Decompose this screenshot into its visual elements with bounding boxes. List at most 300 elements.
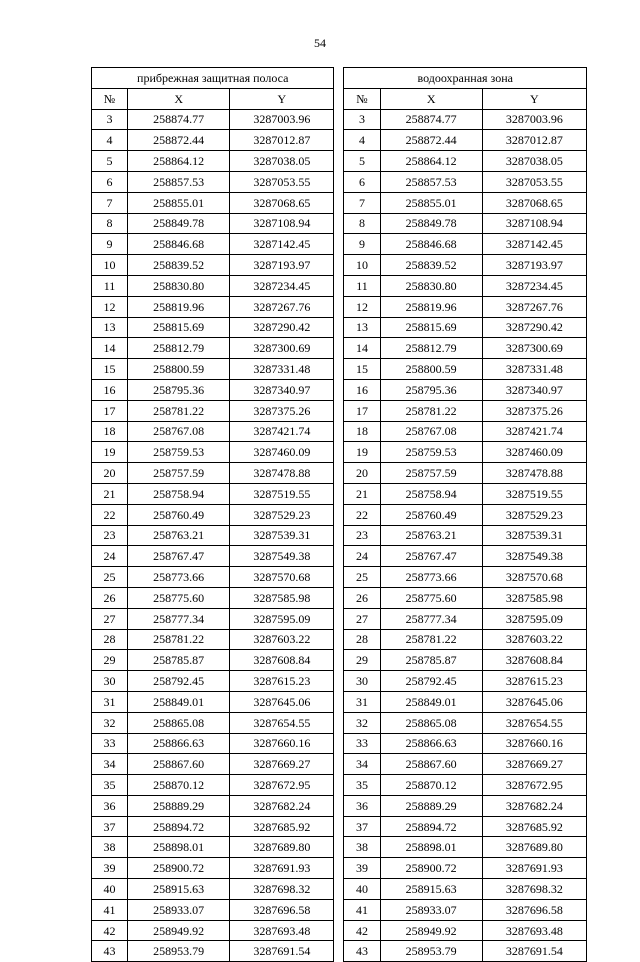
right-x-value: 258781.22 [380,400,482,421]
right-x-value: 258785.87 [380,650,482,671]
left-point-number: 6 [92,171,128,192]
right-point-number: 43 [344,941,380,962]
right-x-value: 258800.59 [380,359,482,380]
left-y-value: 3287290.42 [230,317,334,338]
right-x-value: 258819.96 [380,296,482,317]
table-gap [334,879,344,900]
left-point-number: 20 [92,463,128,484]
left-y-value: 3287549.38 [230,546,334,567]
left-y-value: 3287654.55 [230,712,334,733]
right-y-value: 3287300.69 [482,338,586,359]
left-x-value: 258900.72 [128,858,230,879]
table-gap [334,525,344,546]
right-y-value: 3287053.55 [482,171,586,192]
left-y-value: 3287012.87 [230,130,334,151]
coordinates-table [91,67,587,962]
right-point-number: 42 [344,920,380,941]
right-x-value: 258781.22 [380,629,482,650]
table-row [92,899,587,920]
left-header-y: Y [230,88,334,109]
right-y-value: 3287193.97 [482,255,586,276]
left-x-value: 258781.22 [128,400,230,421]
right-point-number: 20 [344,463,380,484]
left-y-value: 3287234.45 [230,275,334,296]
left-point-number: 25 [92,567,128,588]
left-y-value: 3287608.84 [230,650,334,671]
right-x-value: 258949.92 [380,920,482,941]
left-point-number: 35 [92,775,128,796]
left-y-value: 3287595.09 [230,608,334,629]
right-point-number: 13 [344,317,380,338]
right-y-value: 3287375.26 [482,400,586,421]
left-y-value: 3287478.88 [230,463,334,484]
right-x-value: 258767.08 [380,421,482,442]
right-y-value: 3287660.16 [482,733,586,754]
left-y-value: 3287267.76 [230,296,334,317]
left-header-x: X [128,88,230,109]
left-point-number: 42 [92,920,128,941]
left-y-value: 3287685.92 [230,816,334,837]
table-gap [334,712,344,733]
left-x-value: 258777.34 [128,608,230,629]
left-point-number: 32 [92,712,128,733]
right-x-value: 258865.08 [380,712,482,733]
right-point-number: 9 [344,234,380,255]
left-y-value: 3287460.09 [230,442,334,463]
right-y-value: 3287685.92 [482,816,586,837]
left-x-value: 258949.92 [128,920,230,941]
table-gap [334,68,344,89]
right-point-number: 33 [344,733,380,754]
left-point-number: 40 [92,879,128,900]
right-point-number: 24 [344,546,380,567]
left-point-number: 28 [92,629,128,650]
left-x-value: 258849.78 [128,213,230,234]
right-point-number: 25 [344,567,380,588]
right-x-value: 258830.80 [380,275,482,296]
left-y-value: 3287340.97 [230,379,334,400]
right-point-number: 36 [344,795,380,816]
table-row [92,608,587,629]
left-point-number: 31 [92,691,128,712]
left-y-value: 3287108.94 [230,213,334,234]
left-y-value: 3287539.31 [230,525,334,546]
left-x-value: 258758.94 [128,483,230,504]
table-row [92,296,587,317]
left-x-value: 258795.36 [128,379,230,400]
table-gap [334,546,344,567]
left-point-number: 24 [92,546,128,567]
right-y-value: 3287669.27 [482,754,586,775]
right-point-number: 7 [344,192,380,213]
right-x-value: 258915.63 [380,879,482,900]
left-x-value: 258773.66 [128,567,230,588]
left-y-value: 3287375.26 [230,400,334,421]
table-gap [334,816,344,837]
right-point-number: 41 [344,899,380,920]
table-gap [334,192,344,213]
right-x-value: 258889.29 [380,795,482,816]
table-gap [334,234,344,255]
right-y-value: 3287331.48 [482,359,586,380]
right-y-value: 3287539.31 [482,525,586,546]
table-gap [334,920,344,941]
left-x-value: 258830.80 [128,275,230,296]
left-y-value: 3287331.48 [230,359,334,380]
left-x-value: 258889.29 [128,795,230,816]
left-x-value: 258812.79 [128,338,230,359]
right-x-value: 258874.77 [380,109,482,130]
table-row [92,650,587,671]
left-y-value: 3287053.55 [230,171,334,192]
right-point-number: 21 [344,483,380,504]
table-row [92,463,587,484]
left-x-value: 258874.77 [128,109,230,130]
right-point-number: 10 [344,255,380,276]
left-y-value: 3287038.05 [230,151,334,172]
table-row [92,629,587,650]
table-gap [334,213,344,234]
right-x-value: 258792.45 [380,671,482,692]
table-gap [334,88,344,109]
table-row [92,317,587,338]
right-x-value: 258795.36 [380,379,482,400]
right-x-value: 258933.07 [380,899,482,920]
right-x-value: 258866.63 [380,733,482,754]
left-x-value: 258865.08 [128,712,230,733]
left-point-number: 43 [92,941,128,962]
right-y-value: 3287585.98 [482,587,586,608]
right-point-number: 38 [344,837,380,858]
right-point-number: 39 [344,858,380,879]
left-x-value: 258933.07 [128,899,230,920]
table-row [92,192,587,213]
right-x-value: 258857.53 [380,171,482,192]
table-row [92,504,587,525]
table-gap [334,733,344,754]
left-y-value: 3287682.24 [230,795,334,816]
right-x-value: 258898.01 [380,837,482,858]
table-gap [334,608,344,629]
left-point-number: 26 [92,587,128,608]
right-y-value: 3287603.22 [482,629,586,650]
table-gap [334,587,344,608]
table-gap [334,754,344,775]
left-point-number: 37 [92,816,128,837]
table-row [92,587,587,608]
left-x-value: 258953.79 [128,941,230,962]
left-point-number: 13 [92,317,128,338]
right-x-value: 258864.12 [380,151,482,172]
right-y-value: 3287693.48 [482,920,586,941]
right-x-value: 258763.21 [380,525,482,546]
right-y-value: 3287696.58 [482,899,586,920]
left-y-value: 3287142.45 [230,234,334,255]
table-row [92,754,587,775]
right-x-value: 258870.12 [380,775,482,796]
left-x-value: 258785.87 [128,650,230,671]
table-row [92,442,587,463]
left-x-value: 258759.53 [128,442,230,463]
right-point-number: 26 [344,587,380,608]
left-y-value: 3287003.96 [230,109,334,130]
right-y-value: 3287038.05 [482,151,586,172]
left-y-value: 3287570.68 [230,567,334,588]
table-gap [334,109,344,130]
table-row [92,712,587,733]
left-x-value: 258846.68 [128,234,230,255]
right-header-number: № [344,88,380,109]
right-point-number: 29 [344,650,380,671]
left-point-number: 12 [92,296,128,317]
table-row [92,171,587,192]
table-row [92,671,587,692]
left-point-number: 17 [92,400,128,421]
right-point-number: 32 [344,712,380,733]
right-y-value: 3287529.23 [482,504,586,525]
table-row [92,941,587,962]
table-row [92,733,587,754]
table-gap [334,899,344,920]
table-row [92,775,587,796]
table-gap [334,421,344,442]
table-row [92,234,587,255]
right-y-value: 3287691.93 [482,858,586,879]
table-row [92,483,587,504]
left-y-value: 3287529.23 [230,504,334,525]
right-point-number: 16 [344,379,380,400]
left-x-value: 258760.49 [128,504,230,525]
table-gap [334,837,344,858]
table-row [92,359,587,380]
right-y-value: 3287615.23 [482,671,586,692]
right-y-value: 3287689.80 [482,837,586,858]
right-x-value: 258855.01 [380,192,482,213]
right-point-number: 23 [344,525,380,546]
right-x-value: 258757.59 [380,463,482,484]
table-row [92,879,587,900]
left-x-value: 258767.08 [128,421,230,442]
right-point-number: 28 [344,629,380,650]
left-y-value: 3287691.54 [230,941,334,962]
left-x-value: 258864.12 [128,151,230,172]
left-x-value: 258763.21 [128,525,230,546]
table-body [92,109,587,962]
right-y-value: 3287234.45 [482,275,586,296]
table-gap [334,275,344,296]
right-y-value: 3287460.09 [482,442,586,463]
table-gap [334,379,344,400]
left-y-value: 3287660.16 [230,733,334,754]
left-x-value: 258857.53 [128,171,230,192]
right-x-value: 258759.53 [380,442,482,463]
left-x-value: 258849.01 [128,691,230,712]
table-gap [334,858,344,879]
right-y-value: 3287290.42 [482,317,586,338]
left-x-value: 258781.22 [128,629,230,650]
left-x-value: 258792.45 [128,671,230,692]
table-row [92,920,587,941]
left-point-number: 16 [92,379,128,400]
left-x-value: 258839.52 [128,255,230,276]
left-point-number: 39 [92,858,128,879]
table-gap [334,359,344,380]
left-point-number: 15 [92,359,128,380]
right-y-value: 3287549.38 [482,546,586,567]
table-row [92,213,587,234]
table-gap [334,151,344,172]
right-x-value: 258849.78 [380,213,482,234]
right-x-value: 258846.68 [380,234,482,255]
table-row [92,525,587,546]
table-row [92,109,587,130]
left-x-value: 258915.63 [128,879,230,900]
right-point-number: 40 [344,879,380,900]
table-row [92,837,587,858]
left-y-value: 3287693.48 [230,920,334,941]
left-x-value: 258898.01 [128,837,230,858]
table-header-row [92,88,587,109]
table-gap [334,775,344,796]
table-gap [334,296,344,317]
table-gap [334,442,344,463]
left-y-value: 3287068.65 [230,192,334,213]
right-point-number: 4 [344,130,380,151]
table-row [92,567,587,588]
table-gap [334,317,344,338]
right-header-x: X [380,88,482,109]
left-y-value: 3287585.98 [230,587,334,608]
table-title-row [92,68,587,89]
table-gap [334,567,344,588]
right-point-number: 8 [344,213,380,234]
left-point-number: 29 [92,650,128,671]
left-point-number: 21 [92,483,128,504]
right-x-value: 258894.72 [380,816,482,837]
table-gap [334,483,344,504]
left-header-number: № [92,88,128,109]
left-table-title: прибрежная защитная полоса [92,68,334,89]
left-x-value: 258767.47 [128,546,230,567]
left-x-value: 258819.96 [128,296,230,317]
left-point-number: 33 [92,733,128,754]
right-x-value: 258849.01 [380,691,482,712]
table-gap [334,795,344,816]
left-x-value: 258870.12 [128,775,230,796]
table-row [92,379,587,400]
right-point-number: 34 [344,754,380,775]
left-y-value: 3287672.95 [230,775,334,796]
right-point-number: 37 [344,816,380,837]
right-y-value: 3287672.95 [482,775,586,796]
right-y-value: 3287267.76 [482,296,586,317]
right-x-value: 258758.94 [380,483,482,504]
right-y-value: 3287698.32 [482,879,586,900]
right-x-value: 258867.60 [380,754,482,775]
left-y-value: 3287300.69 [230,338,334,359]
left-y-value: 3287691.93 [230,858,334,879]
right-y-value: 3287645.06 [482,691,586,712]
right-x-value: 258815.69 [380,317,482,338]
right-point-number: 3 [344,109,380,130]
left-point-number: 18 [92,421,128,442]
right-x-value: 258900.72 [380,858,482,879]
table-row [92,338,587,359]
page-number: 54 [314,36,326,50]
right-header-y: Y [482,88,586,109]
right-point-number: 5 [344,151,380,172]
left-point-number: 22 [92,504,128,525]
right-x-value: 258872.44 [380,130,482,151]
left-y-value: 3287519.55 [230,483,334,504]
left-point-number: 30 [92,671,128,692]
left-y-value: 3287603.22 [230,629,334,650]
table-gap [334,400,344,421]
table-gap [334,171,344,192]
table-gap [334,941,344,962]
left-point-number: 10 [92,255,128,276]
left-point-number: 36 [92,795,128,816]
left-y-value: 3287645.06 [230,691,334,712]
right-point-number: 6 [344,171,380,192]
table-row [92,795,587,816]
left-point-number: 23 [92,525,128,546]
right-y-value: 3287682.24 [482,795,586,816]
right-y-value: 3287012.87 [482,130,586,151]
right-y-value: 3287608.84 [482,650,586,671]
table-gap [334,338,344,359]
right-point-number: 14 [344,338,380,359]
left-point-number: 27 [92,608,128,629]
table-row [92,421,587,442]
left-y-value: 3287698.32 [230,879,334,900]
left-x-value: 258815.69 [128,317,230,338]
right-point-number: 17 [344,400,380,421]
table-row [92,858,587,879]
right-y-value: 3287654.55 [482,712,586,733]
right-x-value: 258777.34 [380,608,482,629]
table-gap [334,671,344,692]
table-row [92,275,587,296]
left-y-value: 3287421.74 [230,421,334,442]
table-row [92,691,587,712]
right-table-title: водоохранная зона [344,68,587,89]
left-point-number: 3 [92,109,128,130]
right-y-value: 3287142.45 [482,234,586,255]
table-gap [334,463,344,484]
left-point-number: 5 [92,151,128,172]
table-gap [334,650,344,671]
right-point-number: 19 [344,442,380,463]
right-y-value: 3287421.74 [482,421,586,442]
right-point-number: 30 [344,671,380,692]
right-x-value: 258953.79 [380,941,482,962]
right-y-value: 3287003.96 [482,109,586,130]
right-y-value: 3287340.97 [482,379,586,400]
left-x-value: 258866.63 [128,733,230,754]
table-row [92,151,587,172]
left-x-value: 258867.60 [128,754,230,775]
left-point-number: 41 [92,899,128,920]
right-point-number: 15 [344,359,380,380]
table-row [92,255,587,276]
right-x-value: 258775.60 [380,587,482,608]
left-x-value: 258855.01 [128,192,230,213]
right-x-value: 258812.79 [380,338,482,359]
right-y-value: 3287519.55 [482,483,586,504]
table-row [92,130,587,151]
right-y-value: 3287068.65 [482,192,586,213]
